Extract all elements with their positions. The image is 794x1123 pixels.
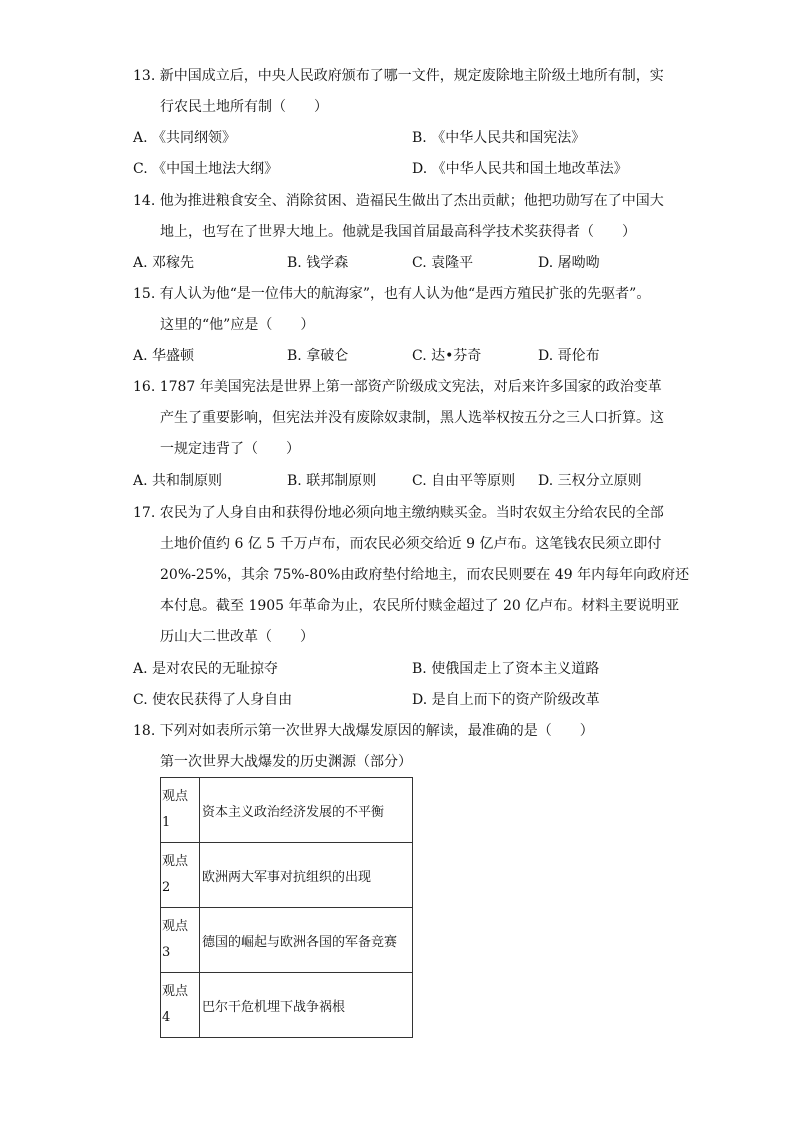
viewpoints-table [160, 777, 413, 1038]
question-13-line-2: 行农民土地所有制（ ） [160, 99, 328, 115]
row-key [161, 973, 200, 1038]
row-key-number: 1 [162, 815, 171, 830]
row-key-number: 3 [162, 945, 171, 960]
question-13-option-b: B. 《中华人民共和国宪法》 [412, 130, 586, 146]
question-14-line-1: 14. 他为推进粮食安全、消除贫困、造福民生做出了杰出贡献；他把功勋写在了中国大 [133, 193, 664, 209]
question-15-option-c: C. 达•芬奇 [412, 348, 482, 364]
question-16-option-b: B. 联邦制原则 [287, 473, 377, 489]
question-17-line-5: 历山大二世改革（ ） [160, 629, 314, 645]
question-14-option-b: B. 钱学森 [287, 255, 349, 271]
question-17-line-2: 土地价值约 6 亿 5 千万卢布，而农民必须交给近 9 亿卢布。这笔钱农民须立即付 [160, 536, 662, 552]
question-15-line-2: 这里的“他”应是（ ） [160, 317, 315, 333]
row-key [161, 778, 200, 843]
row-key-label: 观点 [162, 854, 189, 869]
row-key-number: 4 [162, 1010, 171, 1025]
question-13-option-c: C. 《中国土地法大纲》 [133, 161, 279, 177]
row-value: 欧洲两大军事对抗组织的出现 [200, 843, 413, 908]
question-14-option-d: D. 屠呦呦 [538, 255, 600, 271]
question-15-line-1: 15. 有人认为他“是一位伟大的航海家”，也有人认为他“是西方殖民扩张的先驱者”。 [133, 286, 651, 302]
table-row [161, 778, 413, 843]
question-15-option-d: D. 哥伦布 [538, 348, 600, 364]
question-13-option-a: A. 《共同纲领》 [133, 130, 237, 146]
question-15-option-b: B. 拿破仑 [287, 348, 349, 364]
question-13-option-d: D. 《中华人民共和国土地改革法》 [412, 161, 628, 177]
row-key-label: 观点 [162, 789, 189, 804]
row-key-label: 观点 [162, 919, 189, 934]
question-14-option-a: A. 邓稼先 [133, 255, 195, 271]
question-16-option-c: C. 自由平等原则 [412, 473, 516, 489]
row-key [161, 908, 200, 973]
question-18-line-1: 18. 下列对如表所示第一次世界大战爆发原因的解读，最准确的是（ ） [133, 723, 594, 739]
question-15-option-a: A. 华盛顿 [133, 348, 195, 364]
question-16-line-2: 产生了重要影响，但宪法并没有废除奴隶制，黑人选举权按五分之三人口折算。这 [160, 410, 664, 426]
question-17-line-1: 17. 农民为了人身自由和获得份地必须向地主缴纳赎买金。当时农奴主分给农民的全部 [133, 505, 664, 521]
question-17-option-a: A. 是对农民的无耻掠夺 [133, 661, 279, 677]
row-key-number: 2 [162, 880, 171, 895]
question-16-option-a: A. 共和制原则 [133, 473, 223, 489]
question-13-line-1: 13. 新中国成立后，中央人民政府颁布了哪一文件，规定废除地主阶级土地所有制，实 [133, 68, 664, 84]
question-14-option-c: C. 袁隆平 [412, 255, 474, 271]
question-14-line-2: 地上，也写在了世界大地上。他就是我国首届最高科学技术奖获得者（ ） [160, 224, 636, 240]
table-row [161, 908, 413, 973]
row-value: 巴尔干危机埋下战争祸根 [200, 973, 413, 1038]
question-17-line-3: 20%-25%，其余 75%-80%由政府垫付给地主，而农民则要在 49 年内每年向政府还 [160, 567, 690, 583]
table-row [161, 973, 413, 1038]
table-row [161, 843, 413, 908]
question-17-option-b: B. 使俄国走上了资本主义道路 [412, 661, 600, 677]
question-16-option-d: D. 三权分立原则 [538, 473, 642, 489]
row-value: 德国的崛起与欧洲各国的军备竞赛 [200, 908, 413, 973]
row-key-label: 观点 [162, 984, 189, 999]
question-17-option-c: C. 使农民获得了人身自由 [133, 692, 293, 708]
question-17-option-d: D. 是自上而下的资产阶级改革 [412, 692, 600, 708]
question-16-line-1: 16. 1787 年美国宪法是世界上第一部资产阶级成文宪法，对后来许多国家的政治变革 [133, 379, 662, 395]
row-key [161, 843, 200, 908]
table-title: 第一次世界大战爆发的历史渊源（部分） [160, 754, 412, 770]
question-16-line-3: 一规定违背了（ ） [160, 441, 300, 457]
question-17-line-4: 本付息。截至 1905 年革命为止，农民所付赎金超过了 20 亿卢布。材料主要说明亚 [160, 598, 680, 614]
row-value: 资本主义政治经济发展的不平衡 [200, 778, 413, 843]
